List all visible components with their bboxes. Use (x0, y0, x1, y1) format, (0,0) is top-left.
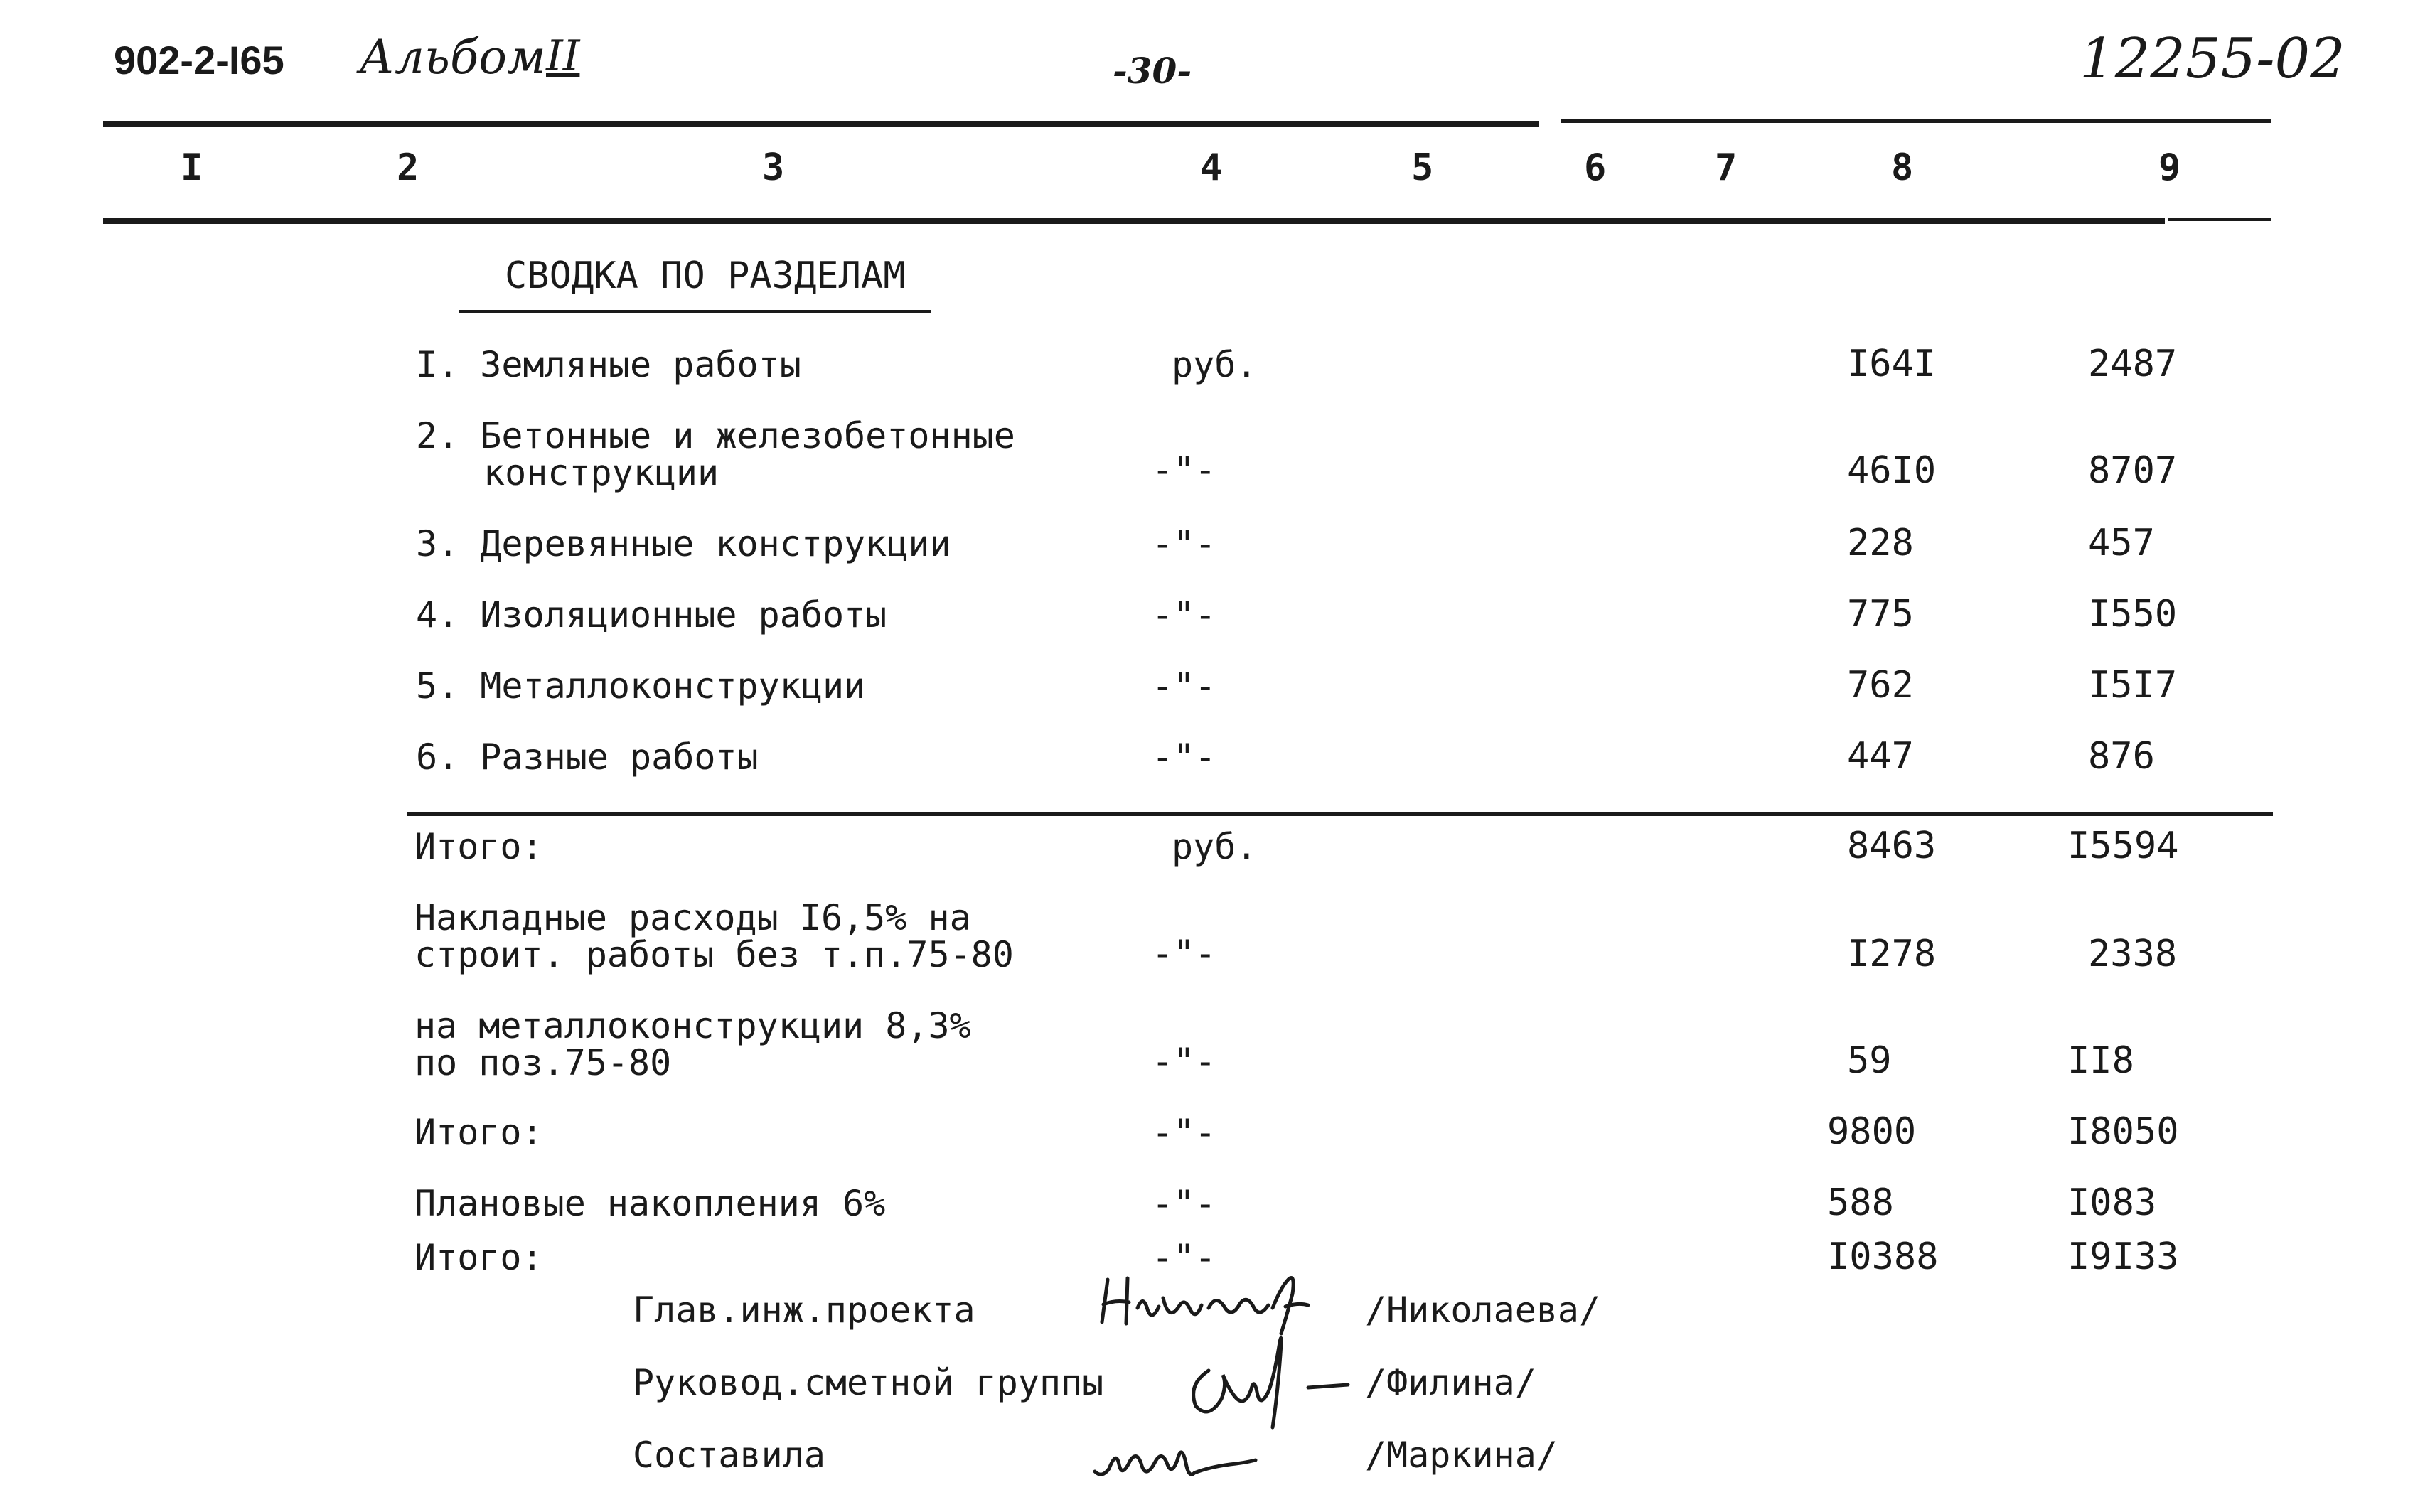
column-number-9: 9 (2158, 146, 2181, 189)
item-3-col8: 228 (1847, 522, 1914, 564)
column-number-2: 2 (397, 146, 419, 189)
item-6-col8: 447 (1847, 735, 1914, 778)
total-3-label-line2: по поз.75-80 (414, 1042, 672, 1083)
total-6-label: Итого: (414, 1237, 543, 1278)
total-2-label-line1: Накладные расходы I6,5% на (414, 897, 971, 938)
total-4-unit: -"- (1152, 1112, 1216, 1153)
total-4-label: Итого: (414, 1112, 543, 1153)
signatory-1-role: Глав.инж.проекта (633, 1290, 975, 1331)
item-2-label-line1: 2. Бетонные и железобетонные (416, 415, 1015, 456)
item-1-col8: I64I (1847, 343, 1937, 385)
item-1-col9: 2487 (2088, 343, 2178, 385)
total-2-unit: -"- (1152, 933, 1216, 974)
item-3-col9: 457 (2088, 522, 2155, 564)
album-label: Альбом (359, 30, 546, 85)
registration-number: 12255-02 (2080, 27, 2345, 91)
total-5-col9: I083 (2067, 1181, 2157, 1224)
total-6-col9: I9I33 (2067, 1235, 2179, 1278)
item-5-col9: I5I7 (2088, 664, 2178, 707)
total-4-col9: I8050 (2067, 1110, 2179, 1153)
column-number-1: I (181, 146, 203, 189)
item-4-col9: I550 (2088, 593, 2178, 636)
total-3-col8: 59 (1847, 1039, 1892, 1082)
header-top-rule (103, 121, 1539, 127)
header-top-rule-right (1561, 119, 2271, 123)
item-4-unit: -"- (1152, 594, 1216, 636)
signature-3-mark (1088, 1429, 1258, 1493)
column-number-8: 8 (1891, 146, 1914, 189)
item-5-label: 5. Металлоконструкции (416, 665, 866, 707)
item-2-col9: 8707 (2088, 449, 2178, 492)
column-number-3: 3 (762, 146, 785, 189)
total-1-label: Итого: (414, 826, 543, 867)
column-number-7: 7 (1715, 146, 1738, 189)
signatory-3-name: /Маркина/ (1365, 1435, 1558, 1476)
total-5-unit: -"- (1152, 1183, 1216, 1224)
subtotal-rule (407, 812, 2273, 816)
item-1-label: I. Земляные работы (416, 344, 801, 385)
total-1-col9: I5594 (2067, 825, 2179, 867)
total-6-unit: -"- (1152, 1237, 1216, 1278)
signatory-3-role: Составила (633, 1435, 825, 1476)
signatory-2-role: Руковод.сметной группы (633, 1362, 1104, 1403)
signatory-1-name: /Николаева/ (1365, 1290, 1601, 1331)
item-6-unit: -"- (1152, 736, 1216, 778)
section-title-underline (459, 310, 931, 313)
total-3-label-line1: на металлоконструкции 8,3% (414, 1005, 971, 1046)
signature-2-mark (1180, 1321, 1365, 1442)
item-2-label-line2: конструкции (483, 452, 719, 493)
item-4-col8: 775 (1847, 593, 1914, 636)
total-1-col8: 8463 (1847, 825, 1937, 867)
item-6-col9: 876 (2088, 735, 2155, 778)
column-number-6: 6 (1584, 146, 1607, 189)
total-6-col8: I0388 (1827, 1235, 1939, 1278)
section-title: СВОДКА ПО РАЗДЕЛАМ (505, 254, 906, 297)
item-2-unit: -"- (1152, 449, 1216, 490)
item-4-label: 4. Изоляционные работы (416, 594, 887, 636)
column-number-5: 5 (1411, 146, 1434, 189)
album-number: II (546, 31, 580, 81)
total-1-unit: руб. (1172, 826, 1258, 867)
column-number-4: 4 (1200, 146, 1223, 189)
item-3-unit: -"- (1152, 523, 1216, 564)
header-bottom-rule (103, 218, 2165, 224)
item-3-label: 3. Деревянные конструкции (416, 523, 951, 564)
item-6-label: 6. Разные работы (416, 736, 759, 778)
total-2-col9: 2338 (2088, 933, 2178, 975)
item-2-col8: 46I0 (1847, 449, 1937, 492)
total-3-col9: II8 (2067, 1039, 2134, 1082)
page-number: -30- (1113, 50, 1192, 92)
item-5-unit: -"- (1152, 665, 1216, 707)
signatory-2-name: /Филина/ (1365, 1362, 1536, 1403)
total-5-label: Плановые накопления 6% (414, 1183, 886, 1224)
header-bottom-rule-right (2168, 218, 2271, 221)
total-4-col8: 9800 (1827, 1110, 1917, 1153)
item-5-col8: 762 (1847, 664, 1914, 707)
total-2-label-line2: строит. работы без т.п.75-80 (414, 934, 1014, 975)
total-3-unit: -"- (1152, 1041, 1216, 1082)
total-2-col8: I278 (1847, 933, 1937, 975)
item-1-unit: руб. (1172, 344, 1258, 385)
total-5-col8: 588 (1827, 1181, 1894, 1224)
document-code: 902-2-I65 (114, 38, 284, 82)
